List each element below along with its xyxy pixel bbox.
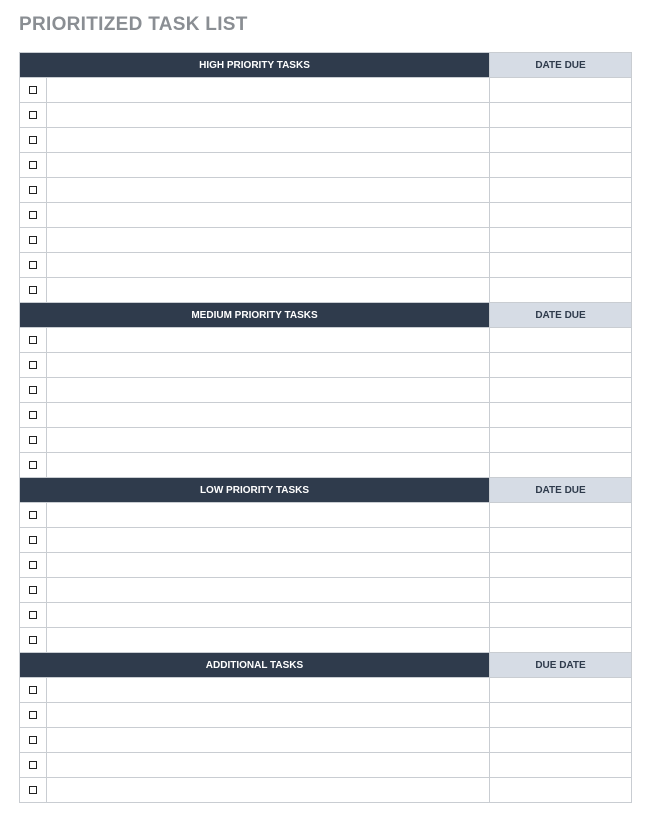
- task-description-cell[interactable]: [47, 678, 490, 702]
- task-row: [20, 153, 632, 178]
- task-table: [19, 52, 632, 803]
- task-checkbox[interactable]: [29, 86, 37, 94]
- date-due-header: DATE DUE: [490, 53, 632, 77]
- task-description-cell[interactable]: [47, 603, 490, 627]
- task-row: [20, 128, 632, 153]
- date-due-cell[interactable]: [490, 278, 632, 302]
- task-checkbox[interactable]: [29, 636, 37, 644]
- date-due-header: DATE DUE: [490, 303, 632, 327]
- checkbox-cell: [20, 253, 47, 277]
- task-row: [20, 728, 632, 753]
- task-checkbox[interactable]: [29, 686, 37, 694]
- checkbox-cell: [20, 528, 47, 552]
- task-description-cell[interactable]: [47, 203, 490, 227]
- task-checkbox[interactable]: [29, 511, 37, 519]
- task-row: [20, 253, 632, 278]
- task-row: [20, 778, 632, 803]
- task-checkbox[interactable]: [29, 786, 37, 794]
- task-description-cell[interactable]: [47, 328, 490, 352]
- date-due-cell[interactable]: [490, 253, 632, 277]
- section-title: HIGH PRIORITY TASKS: [20, 53, 490, 77]
- task-description-cell[interactable]: [47, 128, 490, 152]
- checkbox-cell: [20, 378, 47, 402]
- task-checkbox[interactable]: [29, 186, 37, 194]
- task-description-cell[interactable]: [47, 753, 490, 777]
- section-header-medium: [20, 303, 632, 328]
- section-title: ADDITIONAL TASKS: [20, 653, 490, 677]
- task-checkbox[interactable]: [29, 161, 37, 169]
- task-row: [20, 428, 632, 453]
- task-row: [20, 553, 632, 578]
- section-header-low: [20, 478, 632, 503]
- task-description-cell[interactable]: [47, 728, 490, 752]
- checkbox-cell: [20, 328, 47, 352]
- checkbox-cell: [20, 703, 47, 727]
- task-checkbox[interactable]: [29, 386, 37, 394]
- task-row: [20, 78, 632, 103]
- task-description-cell[interactable]: [47, 178, 490, 202]
- task-row: [20, 503, 632, 528]
- section-header-additional: [20, 653, 632, 678]
- task-checkbox[interactable]: [29, 586, 37, 594]
- task-row: [20, 378, 632, 403]
- checkbox-cell: [20, 228, 47, 252]
- task-description-cell[interactable]: [47, 503, 490, 527]
- task-checkbox[interactable]: [29, 236, 37, 244]
- checkbox-cell: [20, 453, 47, 477]
- section-header-high: [20, 53, 632, 78]
- task-row: [20, 178, 632, 203]
- task-description-cell[interactable]: [47, 378, 490, 402]
- task-checkbox[interactable]: [29, 211, 37, 219]
- task-row: [20, 753, 632, 778]
- task-row: [20, 203, 632, 228]
- task-checkbox[interactable]: [29, 761, 37, 769]
- date-due-cell[interactable]: [490, 353, 632, 377]
- checkbox-cell: [20, 778, 47, 802]
- date-due-cell[interactable]: [490, 103, 632, 127]
- checkbox-cell: [20, 603, 47, 627]
- task-checkbox[interactable]: [29, 461, 37, 469]
- task-row: [20, 228, 632, 253]
- task-checkbox[interactable]: [29, 611, 37, 619]
- due-date-header: DUE DATE: [490, 653, 632, 677]
- checkbox-cell: [20, 203, 47, 227]
- date-due-cell[interactable]: [490, 428, 632, 452]
- checkbox-cell: [20, 428, 47, 452]
- date-due-cell[interactable]: [490, 628, 632, 652]
- task-row: [20, 528, 632, 553]
- task-description-cell[interactable]: [47, 453, 490, 477]
- checkbox-cell: [20, 628, 47, 652]
- date-due-cell[interactable]: [490, 78, 632, 102]
- task-row: [20, 603, 632, 628]
- checkbox-cell: [20, 403, 47, 427]
- task-row: [20, 628, 632, 653]
- task-row: [20, 353, 632, 378]
- checkbox-cell: [20, 178, 47, 202]
- date-due-cell[interactable]: [490, 378, 632, 402]
- date-due-cell[interactable]: [490, 228, 632, 252]
- task-description-cell[interactable]: [47, 278, 490, 302]
- task-description-cell[interactable]: [47, 578, 490, 602]
- date-due-cell[interactable]: [490, 503, 632, 527]
- date-due-cell[interactable]: [490, 203, 632, 227]
- date-due-header: DATE DUE: [490, 478, 632, 502]
- date-due-cell[interactable]: [490, 128, 632, 152]
- task-checkbox[interactable]: [29, 261, 37, 269]
- checkbox-cell: [20, 103, 47, 127]
- section-title: LOW PRIORITY TASKS: [20, 478, 490, 502]
- task-checkbox[interactable]: [29, 136, 37, 144]
- task-checkbox[interactable]: [29, 536, 37, 544]
- date-due-cell[interactable]: [490, 153, 632, 177]
- date-due-cell[interactable]: [490, 753, 632, 777]
- task-row: [20, 403, 632, 428]
- section-title: MEDIUM PRIORITY TASKS: [20, 303, 490, 327]
- checkbox-cell: [20, 553, 47, 577]
- date-due-cell[interactable]: [490, 678, 632, 702]
- date-due-cell[interactable]: [490, 403, 632, 427]
- task-description-cell[interactable]: [47, 153, 490, 177]
- checkbox-cell: [20, 728, 47, 752]
- task-description-cell[interactable]: [47, 353, 490, 377]
- task-row: [20, 678, 632, 703]
- date-due-cell[interactable]: [490, 778, 632, 802]
- task-checkbox[interactable]: [29, 736, 37, 744]
- date-due-cell[interactable]: [490, 553, 632, 577]
- task-description-cell[interactable]: [47, 103, 490, 127]
- task-row: [20, 453, 632, 478]
- date-due-cell[interactable]: [490, 603, 632, 627]
- task-description-cell[interactable]: [47, 528, 490, 552]
- date-due-cell[interactable]: [490, 453, 632, 477]
- checkbox-cell: [20, 153, 47, 177]
- section-rows-medium: [20, 328, 632, 478]
- task-checkbox[interactable]: [29, 561, 37, 569]
- date-due-cell[interactable]: [490, 178, 632, 202]
- task-row: [20, 328, 632, 353]
- checkbox-cell: [20, 278, 47, 302]
- page-title: PRIORITIZED TASK LIST: [19, 14, 248, 35]
- task-checkbox[interactable]: [29, 111, 37, 119]
- task-checkbox[interactable]: [29, 711, 37, 719]
- date-due-cell[interactable]: [490, 328, 632, 352]
- task-checkbox[interactable]: [29, 411, 37, 419]
- checkbox-cell: [20, 128, 47, 152]
- task-description-cell[interactable]: [47, 403, 490, 427]
- section-rows-low: [20, 503, 632, 653]
- task-description-cell[interactable]: [47, 228, 490, 252]
- task-checkbox[interactable]: [29, 286, 37, 294]
- task-row: [20, 103, 632, 128]
- task-description-cell[interactable]: [47, 778, 490, 802]
- task-row: [20, 578, 632, 603]
- task-description-cell[interactable]: [47, 628, 490, 652]
- task-checkbox[interactable]: [29, 336, 37, 344]
- section-rows-additional: [20, 678, 632, 803]
- task-checkbox[interactable]: [29, 361, 37, 369]
- task-checkbox[interactable]: [29, 436, 37, 444]
- date-due-cell[interactable]: [490, 528, 632, 552]
- task-description-cell[interactable]: [47, 78, 490, 102]
- checkbox-cell: [20, 78, 47, 102]
- task-description-cell[interactable]: [47, 253, 490, 277]
- checkbox-cell: [20, 578, 47, 602]
- checkbox-cell: [20, 753, 47, 777]
- date-due-cell[interactable]: [490, 728, 632, 752]
- task-description-cell[interactable]: [47, 553, 490, 577]
- task-row: [20, 278, 632, 303]
- date-due-cell[interactable]: [490, 578, 632, 602]
- section-rows-high: [20, 78, 632, 303]
- checkbox-cell: [20, 353, 47, 377]
- checkbox-cell: [20, 503, 47, 527]
- task-row: [20, 703, 632, 728]
- checkbox-cell: [20, 678, 47, 702]
- task-description-cell[interactable]: [47, 428, 490, 452]
- task-description-cell[interactable]: [47, 703, 490, 727]
- date-due-cell[interactable]: [490, 703, 632, 727]
